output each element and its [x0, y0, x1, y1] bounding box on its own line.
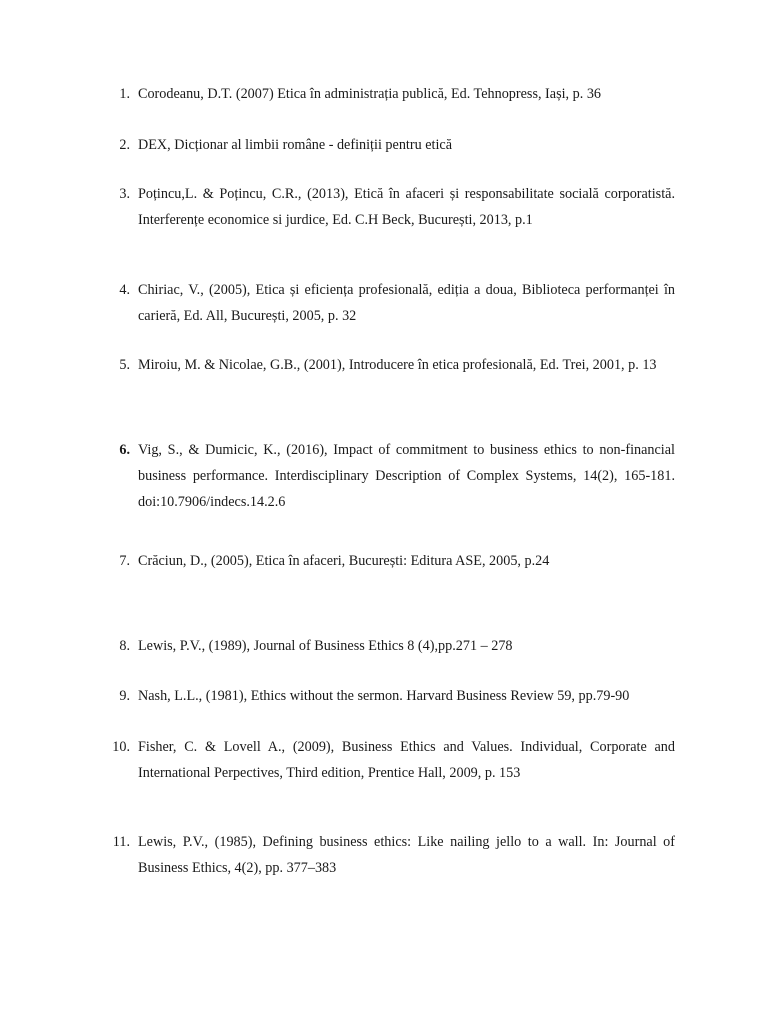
reference-text: Chiriac, V., (2005), Etica și eficiența profesională, ediția a doua, Biblioteca performanței în carieră, Ed. All, București, 2005, p. 32 [138, 282, 675, 324]
reference-text: Vig, S., & Dumicic, K., (2016), Impact of commitment to business ethics to non-financial business performance. Interdisciplinary Description of Complex Systems, 14(2), 165-181. doi:10.7906/indecs.14.2.6 [138, 442, 675, 510]
reference-number: 5. [119, 357, 130, 373]
reference-text: Lewis, P.V., (1985), Defining business ethics: Like nailing jello to a wall. In: Journal of Business Ethics, 4(2), pp. 377–383 [138, 834, 675, 876]
reference-number: 1. [119, 86, 130, 102]
reference-text: DEX, Dicționar al limbii române - definiții pentru etică [138, 137, 452, 153]
reference-number: 10. [112, 739, 130, 755]
reference-text: Nash, L.L., (1981), Ethics without the sermon. Harvard Business Review 59, pp.79-90 [138, 688, 630, 704]
reference-number: 11. [112, 834, 130, 850]
reference-text: Poțincu,L. & Poțincu, C.R., (2013), Etică în afaceri și responsabilitate socială corporatistă. Interferențe economice si jurdice, Ed. C.H Beck, București, 2013, p.1 [138, 186, 675, 228]
reference-text: Fisher, C. & Lovell A., (2009), Business Ethics and Values. Individual, Corporate and International Perpectives, Third edition, Prentice Hall, 2009, p. 153 [138, 739, 675, 781]
reference-text: Corodeanu, D.T. (2007) Etica în administrația publică, Ed. Tehnopress, Iași, p. 36 [138, 86, 602, 102]
reference-number: 4. [119, 282, 130, 298]
reference-number: 3. [119, 186, 130, 202]
reference-text: Miroiu, M. & Nicolae, G.B., (2001), Introducere în etica profesională, Ed. Trei, 2001, p. 13 [138, 357, 657, 373]
reference-number: 7. [119, 553, 130, 569]
reference-number: 9. [119, 688, 130, 704]
reference-text: Crăciun, D., (2005), Etica în afaceri, București: Editura ASE, 2005, p.24 [138, 553, 550, 569]
reference-number: 8. [119, 638, 130, 654]
reference-text: Lewis, P.V., (1989), Journal of Business Ethics 8 (4),pp.271 – 278 [138, 638, 513, 654]
reference-number: 6. [119, 442, 130, 458]
reference-number: 2. [119, 137, 130, 153]
